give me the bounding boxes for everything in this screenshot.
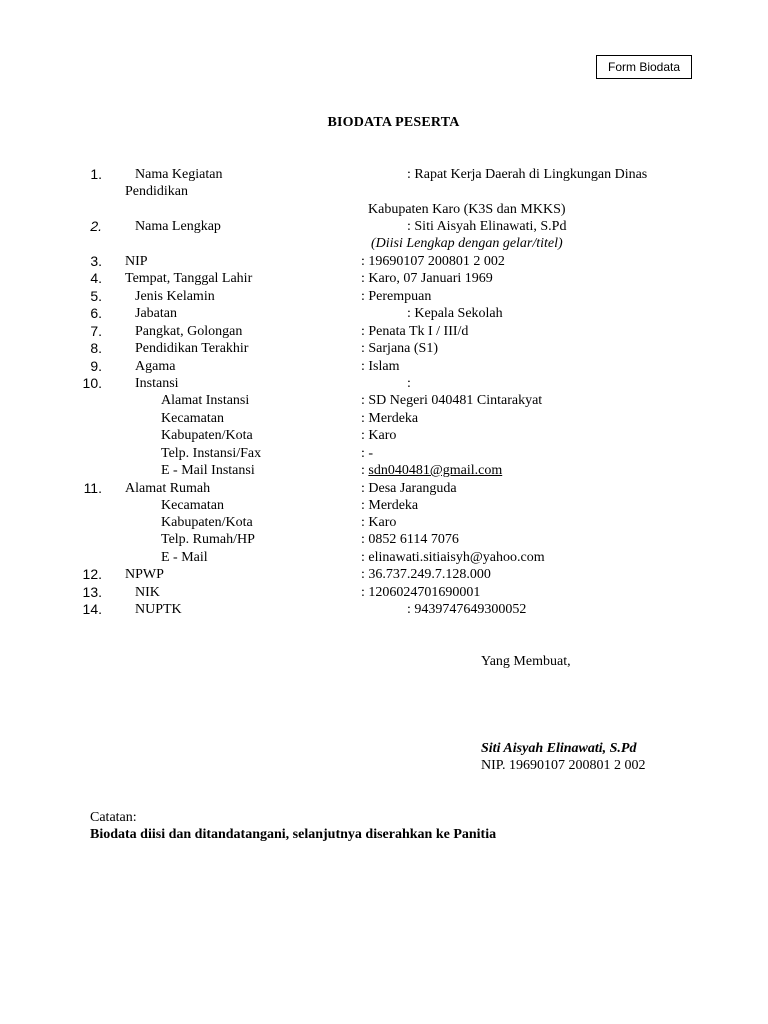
item-label: Jabatan bbox=[135, 306, 177, 321]
item-note: (Diisi Lengkap dengan gelar/titel) bbox=[371, 236, 563, 251]
subitem-label: Kabupaten/Kota bbox=[161, 515, 253, 530]
item-label: Nama Kegiatan bbox=[135, 167, 223, 182]
item-value: : bbox=[407, 376, 411, 391]
item-value: : 1206024701690001 bbox=[361, 585, 481, 600]
item-number: 6. bbox=[90, 305, 102, 321]
document-title: BIODATA PESERTA bbox=[327, 115, 460, 130]
note-text: Biodata diisi dan ditandatangani, selanjutnya diserahkan ke Panitia bbox=[90, 827, 497, 842]
item-value: : Siti Aisyah Elinawati, S.Pd bbox=[407, 219, 567, 234]
subitem-value: : Karo bbox=[361, 428, 397, 443]
signature-name: Siti Aisyah Elinawati, S.Pd bbox=[481, 741, 637, 756]
subitem-label: Kecamatan bbox=[161, 498, 224, 513]
item-label: NIP bbox=[125, 254, 148, 269]
item-value: : 9439747649300052 bbox=[407, 602, 527, 617]
subitem-label: Kabupaten/Kota bbox=[161, 428, 253, 443]
item-label: Jenis Kelamin bbox=[135, 289, 215, 304]
signature-intro: Yang Membuat, bbox=[481, 654, 571, 669]
item-label: Pangkat, Golongan bbox=[135, 324, 243, 339]
item-value: : 19690107 200801 2 002 bbox=[361, 254, 505, 269]
item-label: NPWP bbox=[125, 567, 164, 582]
item-value: : Perempuan bbox=[361, 289, 432, 304]
item-label: Nama Lengkap bbox=[135, 219, 221, 234]
item-value: : 36.737.249.7.128.000 bbox=[361, 567, 491, 582]
email-link[interactable]: sdn040481@gmail.com bbox=[368, 463, 503, 478]
item-label: NUPTK bbox=[135, 602, 182, 617]
subitem-label: Telp. Instansi/Fax bbox=[161, 446, 262, 461]
subitem-value: : elinawati.sitiaisyh@yahoo.com bbox=[361, 550, 545, 565]
item-label: Instansi bbox=[135, 376, 179, 391]
item-number: 5. bbox=[90, 288, 102, 304]
subitem-value: : Karo bbox=[361, 515, 397, 530]
item-value: : Penata Tk I / III/d bbox=[361, 324, 469, 339]
subitem-value: : Merdeka bbox=[361, 411, 419, 426]
subitem-value: : - bbox=[361, 446, 374, 461]
item-number: 9. bbox=[90, 358, 102, 374]
value-prefix: : bbox=[361, 463, 369, 478]
item-number: 10. bbox=[82, 375, 102, 391]
item-label-continued: Pendidikan bbox=[125, 184, 188, 199]
item-label: NIK bbox=[135, 585, 160, 600]
item-number: 1. bbox=[90, 166, 102, 182]
subitem-label: Telp. Rumah/HP bbox=[161, 532, 255, 547]
item-number: 4. bbox=[90, 270, 102, 286]
note-heading: Catatan: bbox=[90, 810, 137, 825]
subitem-value: : SD Negeri 040481 Cintarakyat bbox=[361, 393, 543, 408]
item-value: : Sarjana (S1) bbox=[361, 341, 438, 356]
subitem-value bbox=[361, 462, 502, 479]
subitem-value: : 0852 6114 7076 bbox=[361, 532, 459, 547]
item-number: 7. bbox=[90, 323, 102, 339]
item-number: 11. bbox=[83, 480, 102, 496]
item-number: 12. bbox=[82, 566, 102, 582]
item-number: 2. bbox=[90, 218, 102, 234]
subitem-value: : Merdeka bbox=[361, 498, 419, 513]
item-number: 3. bbox=[90, 253, 102, 269]
form-tag-box: Form Biodata bbox=[596, 55, 692, 79]
item-label: Tempat, Tanggal Lahir bbox=[125, 271, 253, 286]
item-number: 14. bbox=[82, 601, 102, 617]
item-value: : Karo, 07 Januari 1969 bbox=[361, 271, 493, 286]
subitem-label: E - Mail Instansi bbox=[161, 463, 255, 478]
item-label: Alamat Rumah bbox=[125, 481, 211, 496]
item-value: : Islam bbox=[361, 359, 400, 374]
item-number: 13. bbox=[82, 584, 102, 600]
item-value: : Desa Jaranguda bbox=[361, 481, 457, 496]
subitem-label: Alamat Instansi bbox=[161, 393, 250, 408]
item-value: : Kepala Sekolah bbox=[407, 306, 503, 321]
signature-nip: NIP. 19690107 200801 2 002 bbox=[481, 758, 646, 773]
item-value-continued: Kabupaten Karo (K3S dan MKKS) bbox=[368, 202, 566, 217]
item-value: : Rapat Kerja Daerah di Lingkungan Dinas bbox=[407, 167, 648, 182]
item-label: Pendidikan Terakhir bbox=[135, 341, 249, 356]
item-number: 8. bbox=[90, 340, 102, 356]
item-label: Agama bbox=[135, 359, 176, 374]
subitem-label: Kecamatan bbox=[161, 411, 224, 426]
subitem-label: E - Mail bbox=[161, 550, 208, 565]
